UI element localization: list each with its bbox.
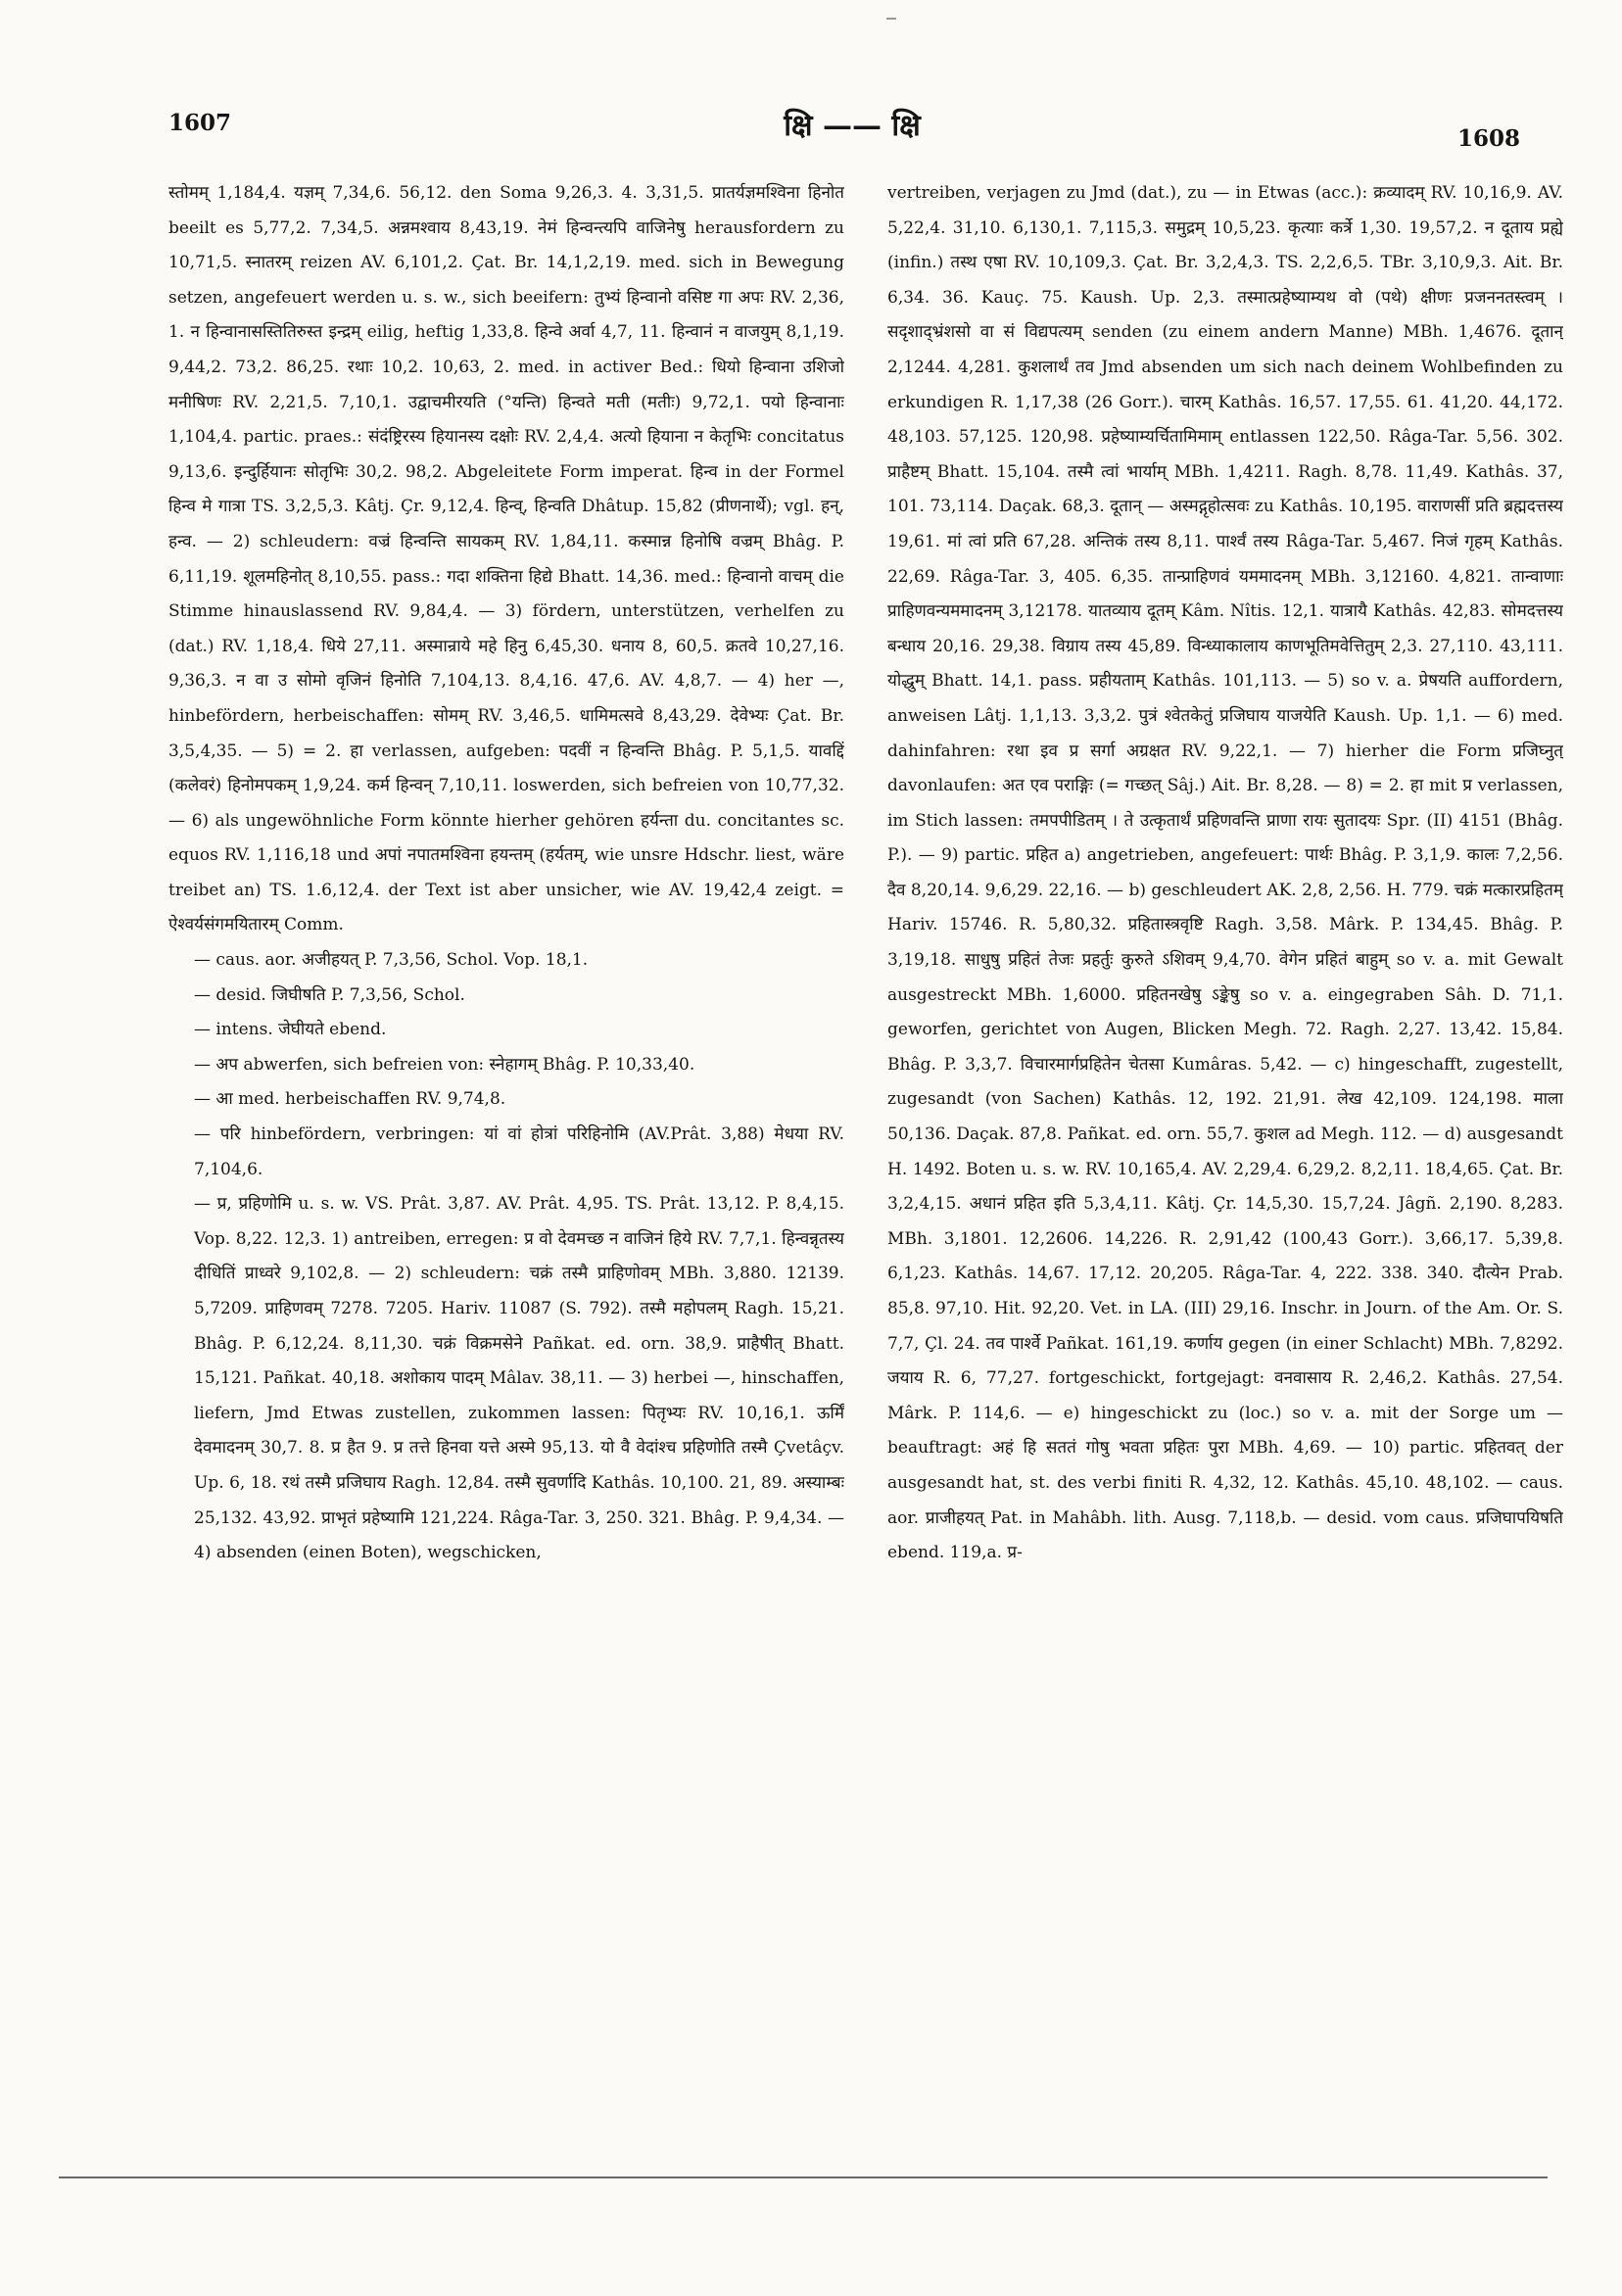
sub-entry: — intens. जेघीयते ebend. [194, 1020, 387, 1040]
bottom-rule [59, 2176, 1548, 2178]
sub-entry: — अप abwerfen, sich befreien von: स्नेहागम् Bhâg. P. 10,33,40. [194, 1054, 695, 1075]
entry-paragraph: स्तोमम् 1,184,4. यज्ञम् 7,34,6. 56,12. den Soma 9,26,3. 4. 3,31,5. प्रातर्यज्ञमश्विना हिनोत beeilt es 5,77,2. 7,34,5. अन्नमश्वाय 8,43,19. नेमं हिन्वन्त्यपि वाजिनेषु herausfordern zu 10,71,5. स्नातरम् reizen AV. 6,101,2. Çat. Br. 14,1,2,19. med. sich in Bewegung setzen, angefeuert werden u. s. w., sich beeifern: तुभ्यं हिन्वानो वसिष्ट गा अपः RV. 2,36, 1. न हिन्वानासस्तितिरुस्त इन्द्रम् eilig, heftig 1,33,8. हिन्वे अर्वा 4,7, 11. हिन्वानं न वाजयुम् 8,1,19. 9,44,2. 73,2. 86,25. रथाः 10,2. 10,63, 2. med. in activer Bed.: धियो हिन्वाना उशिजो मनीषिणः RV. 2,21,5. 7,10,1. उद्वाचमीरयति (°यन्ति) हिन्वते मती (मतीः) 9,72,1. पयो हिन्वानाः 1,104,4. partic. praes.: संदंष्ट्रिरस्य हियानस्य दक्षोः RV. 2,4,4. अत्यो हियाना न केतृभिः concitatus 9,13,6. इन्दुर्हियानः सोतृभिः 30,2. 98,2. Abgeleitete Form imperat. हिन्व in der Formel हिन्व मे गात्रा TS. 3,2,5,3. Kâtj. Çr. 9,12,4. हिन्व्, हिन्वति Dhâtup. 15,82 (प्रीणनार्थे); vgl. हन्, हन्व. — 2) schleudern: वज्रं हिन्वन्ति सायकम् RV. 1,84,11. कस्मान्न हिनोषि वज्रम् Bhâg. P. 6,11,19. शूलमहिनोत् 8,10,55. pass.: गदा शक्तिना हिद्ये Bhatt. 14,36. med.: हिन्वानो वाचम् die Stimme hinauslassend RV. 9,84,4. — 3) fördern, unterstützen, verhelfen zu (dat.) RV. 1,18,4. धिये 27,11. अस्मान्राये महे हिनु 6,45,30. धनाय 8, 60,5. क्रतवे 10,27,16. 9,36,3. न वा उ सोमो वृजिनं हिनोति 7,104,13. 8,4,16. 47,6. AV. 4,8,7. — 4) her —, hinbefördern, herbeischaffen: सोमम् RV. 3,46,5. धामिमत्सवे 8,43,29. देवेभ्यः Çat. Br. 3,5,4,35. — 5) = 2. हा verlassen, aufgeben: पदवीं न हिन्वन्ति Bhâg. P. 5,1,5. यावद्दिं (कलेवरं) हिनोमपकम् 1,9,24. कर्म हिन्वन् 7,10,11. loswerden, sich befreien von 10,77,32. — 6) als ungewöhnliche Form könnte hierher gehören हर्यन्ता du. concitantes sc. equos RV. 1,116,18 und अपां नपातमश्विना हयन्तम् (हर्यतम्, wie unsre Hdschr. liest, wäre treibet an) TS. 1.6,12,4. der Text ist aber unsicher, wie AV. 19,42,4 zeigt. = ऐश्वर्यसंगमयितारम् Comm. [168, 183, 844, 935]
running-head: क्षि —— क्षि [784, 109, 921, 143]
column-right [887, 176, 1563, 2155]
sub-entry: — desid. जिघीषति P. 7,3,56, Schol. [194, 984, 465, 1005]
sub-entry: — आ med. herbeischaffen RV. 9,74,8. [194, 1089, 506, 1110]
page-number-right: 1608 [1457, 125, 1521, 152]
sub-entry: — caus. aor. अजीहयत् P. 7,3,56, Schol. Vop. 18,1. [194, 950, 589, 971]
entry-paragraph-pra: — प्र, प्रहिणोमि u. s. w. VS. Prât. 3,87. AV. Prât. 4,95. TS. Prât. 13,12. P. 8,4,15. Vop. 8,22. 12,3. 1) antreiben, erregen: प्र वो देवमच्छ न वाजिनं हिये RV. 7,7,1. हिन्वन्नृतस्य दीधितिं प्राध्वरे 9,102,8. — 2) schleudern: चक्रं तस्मै प्राहिणोवम् MBh. 3,880. 12139. 5,7209. प्राहिणवम् 7278. 7205. Hariv. 11087 (S. 792). तस्मै महोपलम् Ragh. 15,21. Bhâg. P. 6,12,24. 8,11,30. चक्रं विक्रमसेने Pañkat. ed. orn. 38,9. प्राहैषीत् Bhatt. 15,121. Pañkat. 40,18. अशोकाय पादम् Mâlav. 38,11. — 3) herbei —, hinschaffen, liefern, Jmd Etwas zustellen, zukommen lassen: पितृभ्यः RV. 10,16,1. ऊर्मिं देवमादनम् 30,7. 8. प्र हैत 9. प्र तत्ते हिनवा यत्ते अस्मे 95,13. यो वै वेदांश्च प्रहिणोति तस्मै Çvetâçv. Up. 6, 18. रथं तस्मै प्रजिघाय Ragh. 12,84. तस्मै सुवर्णादि Kathâs. 10,100. 21, 89. अस्याम्बः 25,132. 43,92. प्राभृतं प्रहेष्यामि 121,224. Râga-Tar. 3, 250. 321. Bhâg. P. 9,4,34. — 4) absenden (einen Boten), wegschicken, [194, 1194, 844, 1563]
top-mark [886, 18, 896, 20]
entry-paragraph: vertreiben, verjagen zu Jmd (dat.), zu — in Etwas (acc.): क्रव्यादम् RV. 10,16,9. AV. 5,22,4. 31,10. 6,130,1. 7,115,3. समुद्रम् 10,5,23. कृत्याः कर्त्रे 1,30. 19,57,2. न दूताय प्रह्ये (infin.) तस्थ एषा RV. 10,109,3. Çat. Br. 3,2,4,3. TS. 2,2,6,5. TBr. 3,10,9,3. Ait. Br. 6,34. 36. Kauç. 75. Kaush. Up. 2,3. तस्मात्प्रहेष्याम्यथ वो (पथे) क्षीणः प्रजननतस्त्वम् । सदृशाद्भ्रंशसो वा सं विद्यपत्यम् senden (zu einem andern Manne) MBh. 1,4676. दूतान् 2,1244. 4,281. कुशलार्थं तव Jmd absenden um sich nach deinem Wohlbefinden zu erkundigen R. 1,17,38 (26 Gorr.). चारम् Kathâs. 16,57. 17,55. 61. 41,20. 44,172. 48,103. 57,125. 120,98. प्रहेष्याम्यर्चितामिमाम् entlassen 122,50. Râga-Tar. 5,56. 302. प्राहैष्टम् Bhatt. 15,104. तस्मै त्वां भार्याम् MBh. 1,4211. Ragh. 8,78. 11,49. Kathâs. 37, 101. 73,114. Daçak. 68,3. दूतान् — अस्मद्गृहोत्सवः zu Kathâs. 10,195. वाराणसीं प्रति ब्रह्मदत्तस्य 19,61. मां त्वां प्रति 67,28. अन्तिकं तस्य 8,11. पार्श्वं तस्य Râga-Tar. 5,467. निजं गृहम् Kathâs. 22,69. Râga-Tar. 3, 405. 6,35. तान्प्राहिणवं यममादनम् MBh. 3,12160. 4,821. तान्वाणाः प्राहिणवन्यममादनम् 3,12178. यातव्याय दूतम् Kâm. Nîtis. 12,1. यात्रायै Kathâs. 42,83. सोमदत्तस्य बन्धाय 20,16. 29,38. विग्राय तस्य 45,89. विन्ध्याकालाय काणभूतिमवेत्तितुम् 2,3. 27,110. 43,111. योद्धुम् Bhatt. 14,1. pass. प्रहीयताम् Kathâs. 101,113. — 5) so v. a. प्रेषयति auffordern, anweisen Lâtj. 1,1,13. 3,3,2. पुत्रं श्वेतकेतुं प्रजिघाय याजयेति Kaush. Up. 1,1. — 6) med. dahinfahren: रथा इव प्र सर्गा अग्रक्षत RV. 9,22,1. — 7) hierher die Form प्रजिघ्नुत् davonlaufen: अत एव पराङ्गिः (= गच्छत् Sâj.) Ait. Br. 8,28. — 8) = 2. हा mit प्र verlassen, im Stich lassen: तमपपीडितम् । ते उत्कृतार्थं प्रहिणवन्ति प्राणा रायः सुतादयः Spr. (II) 4151 (Bhâg. P.). — 9) partic. प्रहित a) angetrieben, angefeuert: पार्थः Bhâg. P. 3,1,9. कालः 7,2,56. दैव 8,20,14. 9,6,29. 22,16. — b) geschleudert AK. 2,8, 2,56. H. 779. चक्रं मत्कारप्रहितम् Hariv. 15746. R. 5,80,32. प्रहितास्त्रवृष्टि Ragh. 3,58. Mârk. P. 134,45. Bhâg. P. 3,19,18. साधुषु प्रहितं तेजः प्रहर्तुः कुरुते ऽशिवम् 9,4,70. वेगेन प्रहितं बाहुम् so v. a. mit Gewalt ausgestreckt MBh. 1,6000. प्रहितनखेषु ऽङ्केषु so v. a. eingegraben Sâh. D. 71,1. geworfen, gerichtet von Augen, Blicken Megh. 72. Ragh. 2,27. 13,42. 15,84. Bhâg. P. 3,3,7. विचारमार्गप्रहितेन चेतसा Kumâras. 5,42. — c) hingeschafft, zugestellt, zugesandt (von Sachen) Kathâs. 12, 192. 21,91. लेख 42,109. 124,198. माला 50,136. Daçak. 87,8. Pañkat. ed. orn. 55,7. कुशल ad Megh. 112. — d) ausgesandt H. 1492. Boten u. s. w. RV. 10,165,4. AV. 2,29,4. 6,29,2. 8,2,11. 18,4,65. Çat. Br. 3,2,4,15. अधानं प्रहित इति 5,3,4,11. Kâtj. Çr. 14,5,30. 15,7,24. Jâgñ. 2,190. 8,283. MBh. 3,1801. 12,2606. 14,226. R. 2,91,42 (100,43 Gorr.). 3,66,17. 5,39,8. 6,1,23. Kathâs. 14,67. 17,12. 20,205. Râga-Tar. 4, 222. 338. 340. दौत्येन Prab. 85,8. 97,10. Hit. 92,20. Vet. in LA. (III) 29,16. Inschr. in Journ. of the Am. Or. S. 7,7, Çl. 24. तव पार्श्वे Pañkat. 161,19. कर्णाय gegen (in einer Schlacht) MBh. 7,8292. जयाय R. 6, 77,27. fortgeschickt, fortgejagt: वनवासाय R. 2,46,2. Kathâs. 27,54. Mârk. P. 114,6. — e) hingeschickt zu (loc.) so v. a. mit der Sorge um — beauftragt: अहं हि सततं गोषु भवता प्रहितः पुरा MBh. 4,69. — 10) partic. प्रहितवत् der ausgesandt hat, st. des verbi finiti R. 4,32, 12. Kathâs. 45,10. 48,102. — caus. aor. प्राजीहयत् Pat. in Mahâbh. lith. Ausg. 7,118,b. — desid. vom caus. प्रजिघापयिषति ebend. 119,a. प्र- [887, 183, 1563, 1563]
page-number-left: 1607 [168, 110, 232, 136]
sub-entry: — परि hinbefördern, verbringen: यां वां होत्रां परिहिनोमि (AV.Prât. 3,88) मेधया RV. 7,104,6. [194, 1124, 844, 1179]
column-left [168, 176, 844, 2155]
